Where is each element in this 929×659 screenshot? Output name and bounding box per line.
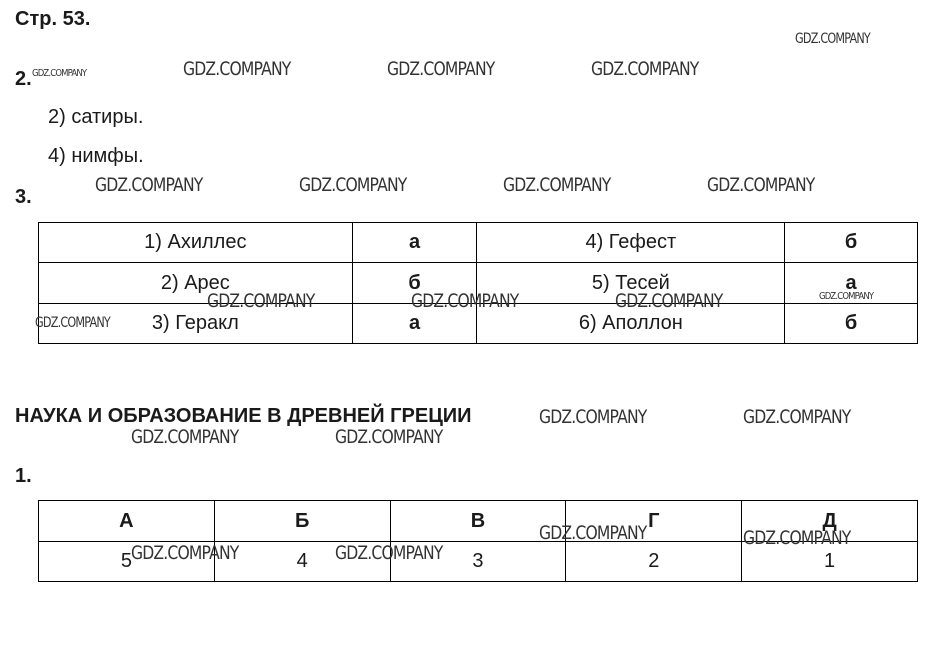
watermark: GDZ.COMPANY [743, 406, 851, 428]
watermark: GDZ.COMPANY [591, 58, 699, 80]
page-heading: Стр. 53. [15, 8, 91, 30]
value-cell: 4 [214, 542, 390, 582]
column-header: В [390, 501, 566, 542]
watermark: GDZ.COMPANY [795, 31, 870, 47]
hero-cell: 2) Арес [39, 263, 353, 304]
matching-table [38, 222, 918, 344]
column-header: А [39, 501, 215, 542]
watermark: GDZ.COMPANY [707, 174, 815, 196]
watermark: GDZ.COMPANY [539, 406, 647, 428]
answer-cell: б [785, 223, 918, 263]
watermark: GDZ.COMPANY [615, 290, 723, 312]
watermark: GDZ.COMPANY [95, 174, 203, 196]
watermark: GDZ.COMPANY [183, 58, 291, 80]
answer-cell: б [785, 304, 918, 344]
value-cell: 2 [566, 542, 742, 582]
watermark: GDZ.COMPANY [131, 426, 239, 448]
value-cell: 5 [39, 542, 215, 582]
watermark: GDZ.COMPANY [743, 527, 851, 549]
hero-cell: 3) Геракл [39, 304, 353, 344]
watermark: GDZ.COMPANY [35, 315, 110, 331]
watermark: GDZ.COMPANY [539, 522, 647, 544]
watermark: GDZ.COMPANY [503, 174, 611, 196]
answer-cell: а [785, 263, 918, 304]
hero-cell: 6) Аполлон [477, 304, 785, 344]
value-cell: 3 [390, 542, 566, 582]
value-cell: 1 [742, 542, 918, 582]
watermark: GDZ.COMPANY [32, 68, 87, 79]
answer-cell: а [352, 304, 477, 344]
question-2-answer-1: 2) сатиры. [48, 106, 144, 128]
watermark: GDZ.COMPANY [387, 58, 495, 80]
watermark: GDZ.COMPANY [819, 291, 874, 302]
hero-cell: 1) Ахиллес [39, 223, 353, 263]
question-2-answer-2: 4) нимфы. [48, 145, 144, 167]
watermark: GDZ.COMPANY [131, 542, 239, 564]
watermark: GDZ.COMPANY [299, 174, 407, 196]
watermark: GDZ.COMPANY [335, 426, 443, 448]
watermark: GDZ.COMPANY [207, 290, 315, 312]
section-title: НАУКА И ОБРАЗОВАНИЕ В ДРЕВНЕЙ ГРЕЦИИ [15, 405, 472, 427]
column-header: Д [742, 501, 918, 542]
answer-cell: б [352, 263, 477, 304]
question-2-number: 2. [15, 68, 32, 90]
column-header: Б [214, 501, 390, 542]
watermark: GDZ.COMPANY [411, 290, 519, 312]
watermark: GDZ.COMPANY [335, 542, 443, 564]
hero-cell: 5) Тесей [477, 263, 785, 304]
table-row [39, 223, 918, 263]
answer-cell: а [352, 223, 477, 263]
question-1-number: 1. [15, 465, 32, 487]
hero-cell: 4) Гефест [477, 223, 785, 263]
question-3-number: 3. [15, 186, 32, 208]
column-header: Г [566, 501, 742, 542]
